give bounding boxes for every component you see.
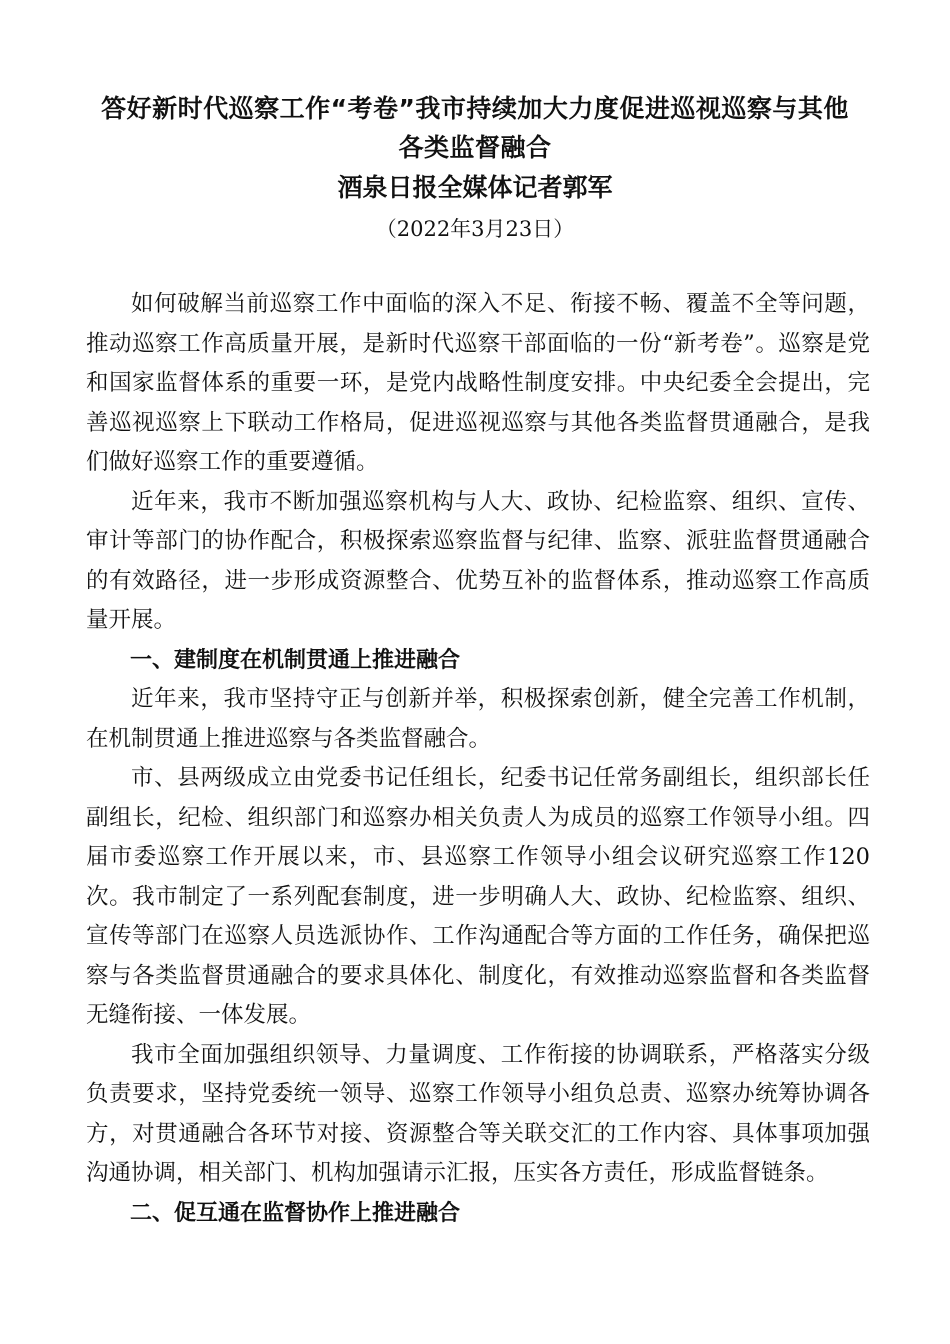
article-body <box>86 285 870 1233</box>
paragraph-coordination: 我市全面加强组织领导、力量调度、工作衔接的协调联系，严格落实分级负责要求，坚持党委统一领导、巡察工作领导小组负总责、巡察办统筹协调各方，对贯通融合各环节对接、资源整合等关联交汇的工作内容、具体事项加强沟通协调，相关部门、机构加强请示汇报，压实各方责任，形成监督链条。 <box>86 1041 870 1186</box>
article-title-line-1: 答好新时代巡察工作“考卷”我市持续加大力度促进巡视巡察与其他 <box>101 94 849 123</box>
paragraph-overview: 近年来，我市不断加强巡察机构与人大、政协、纪检监察、组织、宣传、审计等部门的协作配合，积极探索巡察监督与纪律、监察、派驻监督贯通融合的有效路径，进一步形成资源整合、优势互补的监督体系，推动巡察工作高质量开展。 <box>86 488 870 633</box>
section-heading-2: 二、促互通在监督协作上推进融合 <box>130 1200 461 1226</box>
section-heading-1: 一、建制度在机制贯通上推进融合 <box>130 647 461 673</box>
paragraph-section1-intro: 近年来，我市坚持守正与创新并举，积极探索创新，健全完善工作机制，在机制贯通上推进巡察与各类监督融合。 <box>86 686 870 752</box>
article-byline: 酒泉日报全媒体记者郭军 <box>337 173 613 202</box>
paragraph-leadership-group: 市、县两级成立由党委书记任组长，纪委书记任常务副组长，组织部长任副组长，纪检、组织部门和巡察办相关负责人为成员的巡察工作领导小组。四届市委巡察工作开展以来，市、县巡察工作领导小组会议研究巡察工作120次。我市制定了一系列配套制度，进一步明确人大、政协、纪检监察、组织、宣传等部门在巡察人员选派协作、工作沟通配合等方面的工作任务，确保把巡察与各类监督贯通融合的要求具体化、制度化，有效推动巡察监督和各类监督无缝衔接、一体发展。 <box>86 765 870 1028</box>
article-date: （2022年3月23日） <box>375 217 575 241</box>
paragraph-intro: 如何破解当前巡察工作中面临的深入不足、衔接不畅、覆盖不全等问题，推动巡察工作高质量开展，是新时代巡察干部面临的一份“新考卷”。巡察是党和国家监督体系的重要一环，是党内战略性制度安排。中央纪委全会提出，完善巡视巡察上下联动工作格局，促进巡视巡察与其他各类监督贯通融合，是我们做好巡察工作的重要遵循。 <box>86 291 870 475</box>
article-title-line-2: 各类监督融合 <box>398 133 552 162</box>
